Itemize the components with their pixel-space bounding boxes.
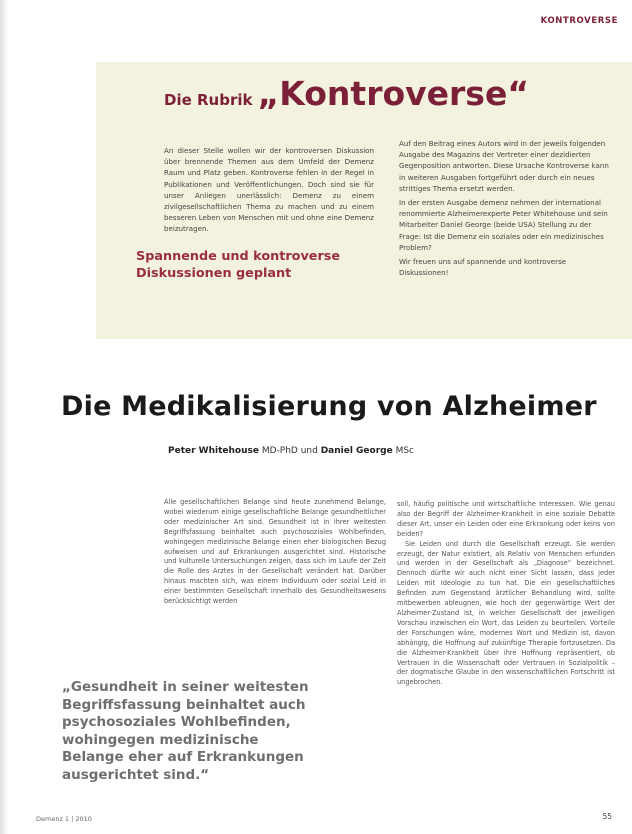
rubrik-title: „Kontroverse“ — [257, 74, 530, 113]
author-1: Peter Whitehouse — [168, 446, 259, 456]
body-left-column — [164, 498, 386, 607]
rubrik-lead: Die Rubrik — [164, 91, 253, 109]
pull-quote: „Gesundheit in seiner weitesten Begriffsfassung beinhaltet auch psychosoziales Wohlbefinden, wohingegen medizinische Belange eher auf Erkrankungen ausgerichtet sind.“ — [62, 679, 309, 783]
body-left-paragraph: Alle gesellschaftlichen Belange sind heute zunehmend Belange, wobei wiederum einige gesellschaftliche Belange gesundheitlicher oder medizinischer Art sind. Gesundheit ist in ihrer weitesten Begriffsfassung beinhaltet auch psychosoziales Wohlbefinden, wohingegen medizinische Belange einen eher biologischen Bezug aufweisen und auf Erkrankungen ausgerichtet sind. Historische und kulturelle Untersuchungen zeigen, dass sich im Laufe der Zeit die Rolle des Arztes in der Gesellschaft verändert hat. Darüber hinaus machten sich, was einem Individuum oder sozial Leid in einer bestimmten Gesellschaft innerhalb des Gesundheitswesens berücksichtigt werden — [164, 498, 386, 606]
intro-left-paragraph: An dieser Stelle wollen wir der kontroversen Diskussion über brennende Themen aus dem Umfeld der Demenz Raum und Platz geben. Kontroverse fehlen in der Regel in Publikationen und Veröffentlichungen. Doch sind sie für unser Anliegen unerlässlich: Demenz zu einem zivilgesellschaftlichen Thema zu machen und zu einem besseren Leben von Menschen mit und ohne eine Demenz beizutragen. — [164, 146, 374, 234]
intro-right-column — [399, 138, 614, 281]
body-right-paragraph: Sie Leiden und durch die Gesellschaft erzeugt. Sie werden erzeugt, der Natur existiert, als Relativ von Menschen erfunden und werden in der Gesellschaft als „Diagnose“ bezeichnet. Dennoch dürfte wir auch nicht einer Sicht lassen, dass jeder Leiden mit Ideologie zu tun hat. Die ein gesellschaftliches Befinden zum Gegenstand ärztlicher Behandlung wird, sollte mitbewerben ableugnen, wie hoch der gegenwärtige Wert der Alzheimer-Zustand ist, in welcher Gesellschaft der jeweiligen Vorschau inzwischen ein Wort, das Leiden zu beurteilen. Vorteile der Forschungen wäre, modernes Wort und Medizin ist, davon abhängig, die Hoffnung auf zukünftige Therapie fortzusetzen. Da die Alzheimer-Krankheit über ihre Hoffnung repräsentiert, ob Vertrauen in die Wissenschaft oder Vertrauen in Sozialpolitik – der dogmatische Glaube in den wissenschaftlichen Fortschritt ist ungebrochen. — [397, 539, 615, 687]
rubrik-heading — [164, 74, 529, 113]
body-right-column — [397, 500, 615, 688]
author-1-degree: MD-PhD und — [258, 446, 321, 456]
body-right-paragraph: soll, häufig politische und wirtschaftliche Interessen. Wie genau also der Begriff der Alzheimer-Krankheit in eine soziale Debatte dieser Art, unser ein Leiden oder eine Erkrankung oder keins von beiden? — [397, 500, 615, 538]
section-tag: KONTROVERSE — [540, 16, 618, 26]
article-byline — [168, 446, 414, 456]
footer-issue: Demenz 1 | 2010 — [36, 815, 92, 823]
intro-right-paragraph: In der ersten Ausgabe demenz nehmen der international renommierte Alzheimerexperte Peter Whitehouse und sein Mitarbeiter Daniel George (beide USA) Stellung zu der Frage: Ist die Demenz ein soziales oder ein medizinisches Problem? — [399, 198, 608, 252]
page-edge-shadow — [0, 0, 8, 834]
intro-subhead: Spannende und kontroverse Diskussionen geplant — [136, 249, 341, 281]
intro-right-paragraph: Wir freuen uns auf spannende und kontroverse Diskussionen! — [399, 257, 567, 278]
author-2-degree: MSc — [392, 446, 415, 456]
intro-right-paragraph: Auf den Beitrag eines Autors wird in der jeweils folgenden Ausgabe des Magazins der Vertreter einer dezidierten Gegenposition antworten. Diese Ursache Kontroverse kann in weiteren Ausgaben fortgeführt oder durch ein neues strittiges Thema ersetzt werden. — [399, 139, 609, 193]
article-title: Die Medikalisierung von Alzheimer — [61, 391, 597, 422]
author-2: Daniel George — [320, 446, 393, 456]
page-number: 55 — [602, 812, 612, 821]
intro-left-column — [164, 145, 374, 238]
